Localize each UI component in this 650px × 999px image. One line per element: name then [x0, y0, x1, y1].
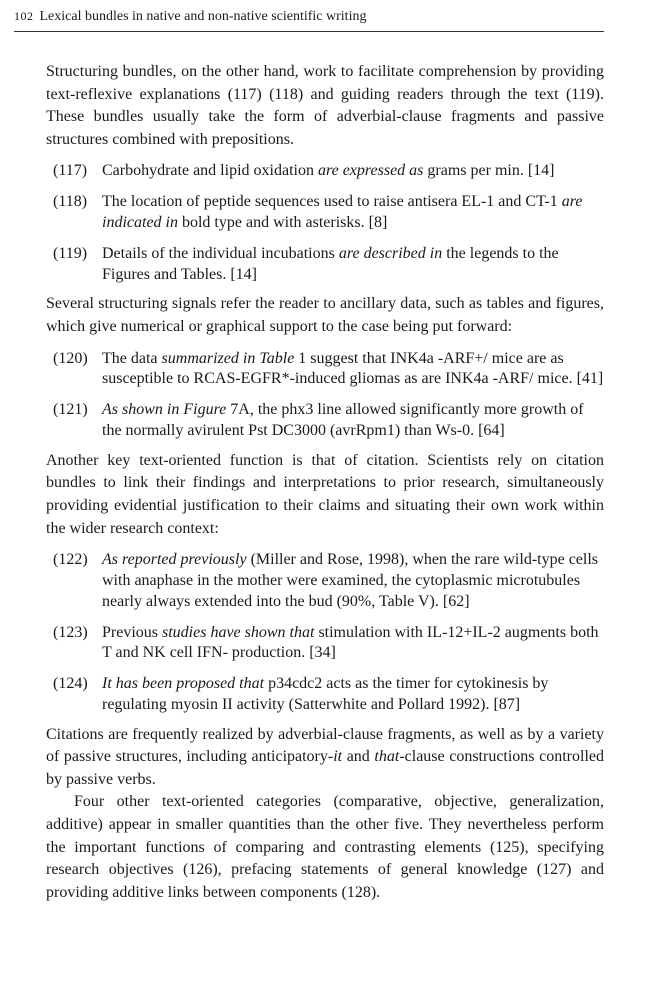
example-bundle: studies have shown that	[162, 623, 315, 641]
example-text	[102, 674, 604, 716]
example-text	[102, 161, 604, 182]
example-text-b: (Miller and Rose, 1998), when the rare wild-type cells with anaphase in the mother were examined, the cytoplasmic microtubules nearly always extended into the bud (90%, Table V). [62]	[102, 551, 599, 610]
example-text-a: Carbohydrate and lipid oxidation	[102, 162, 318, 180]
paragraph-citations-realized	[46, 724, 604, 792]
example-number: (121)	[53, 401, 88, 419]
example-124	[53, 674, 604, 716]
example-bundle: It has been proposed that	[102, 675, 265, 693]
example-bundle: are indicated in	[102, 193, 583, 231]
p4-text-b: and	[342, 748, 375, 766]
example-122	[53, 550, 604, 612]
example-bundle: are described in	[338, 244, 443, 262]
example-number: (122)	[53, 551, 88, 569]
p4-italic-that: that	[374, 748, 400, 766]
page-number: 102	[14, 9, 34, 23]
example-text-a: The data	[102, 349, 162, 367]
example-118	[53, 192, 604, 234]
example-bundle: As shown in Figure	[102, 401, 227, 419]
example-text	[102, 400, 604, 442]
p4-italic-it: it	[333, 748, 343, 766]
example-text-a: Details of the individual incubations	[102, 244, 339, 262]
example-text-b: p34cdc2 acts as the timer for cytokinesis by regulating myosin II activity (Satterwhite and Pollard 1992). [87]	[102, 675, 549, 713]
paragraph-other-categories: Four other text-oriented categories (comparative, objective, generalization, additive) appear in smaller quantities than the other five. They nevertheless perform the important functions of comparing and contrasting elements (125), specifying research objectives (126), prefacing statements of general knowledge (127) and providing additive links between components (128).	[46, 793, 604, 901]
body-text	[46, 61, 604, 904]
example-text	[102, 623, 604, 665]
example-bundle: As reported previously	[102, 551, 247, 569]
example-120	[53, 349, 604, 391]
example-number: (120)	[53, 349, 88, 367]
example-number: (117)	[53, 162, 88, 180]
example-bundle: summarized in Table	[161, 349, 295, 367]
p4-text-a: Citations are frequently realized by adverbial-clause fragments, as well as by a variety of passive structures, including anticipatory-	[46, 725, 604, 766]
paragraph-structuring-bundles: Structuring bundles, on the other hand, work to facilitate comprehension by providing text-reflexive explanations (117) (118) and guiding readers through the text (119). These bundles usually take the form of adverbial-clause fragments and passive structures combined with prepositions.	[46, 63, 604, 148]
example-text-a: Previous	[102, 623, 162, 641]
paragraph-structuring-signals: Several structuring signals refer the reader to ancillary data, such as tables and figures, which give numerical or graphical support to the case being put forward:	[46, 295, 604, 335]
example-text-b: 7A, the phx3 line allowed significantly more growth of the normally avirulent Pst DC3000 (avrRpm1) than Ws-0. [64]	[102, 401, 584, 439]
paragraph-citation: Another key text-oriented function is that of citation. Scientists rely on citation bundles to link their findings and interpretations to prior research, simultaneously providing evidential justification to their claims and situating their own work within the wider research context:	[46, 451, 604, 537]
p4-text-c: -clause constructions controlled by passive verbs.	[46, 748, 605, 788]
running-head	[14, 6, 604, 32]
example-number: (123)	[53, 623, 88, 641]
example-number: (124)	[53, 675, 88, 693]
example-text-a: The location of peptide sequences used to raise antisera EL-1 and CT-1	[102, 193, 562, 211]
example-123	[53, 623, 604, 665]
example-121	[53, 400, 604, 442]
example-text-b: grams per min. [14]	[423, 162, 555, 180]
example-text-b: 1 suggest that INK4a -ARF+/ mice are as susceptible to RCAS-EGFR*-induced gliomas as are INK4a -ARF/ mice. [41]	[102, 349, 604, 388]
example-text	[102, 550, 604, 612]
example-text	[102, 349, 604, 391]
example-text-b: the legends to the Figures and Tables. [14]	[102, 244, 559, 283]
example-117	[53, 161, 604, 182]
example-text	[102, 192, 604, 234]
example-number: (119)	[53, 244, 88, 262]
example-number: (118)	[53, 193, 88, 211]
example-text-b: stimulation with IL-12+IL-2 augments both T and NK cell IFN- production. [34]	[102, 623, 599, 662]
example-text	[102, 244, 604, 286]
running-title: Lexical bundles in native and non-native scientific writing	[39, 9, 367, 24]
example-119	[53, 244, 604, 286]
example-text-b: bold type and with asterisks. [8]	[177, 213, 388, 231]
example-bundle: are expressed as	[317, 162, 424, 180]
